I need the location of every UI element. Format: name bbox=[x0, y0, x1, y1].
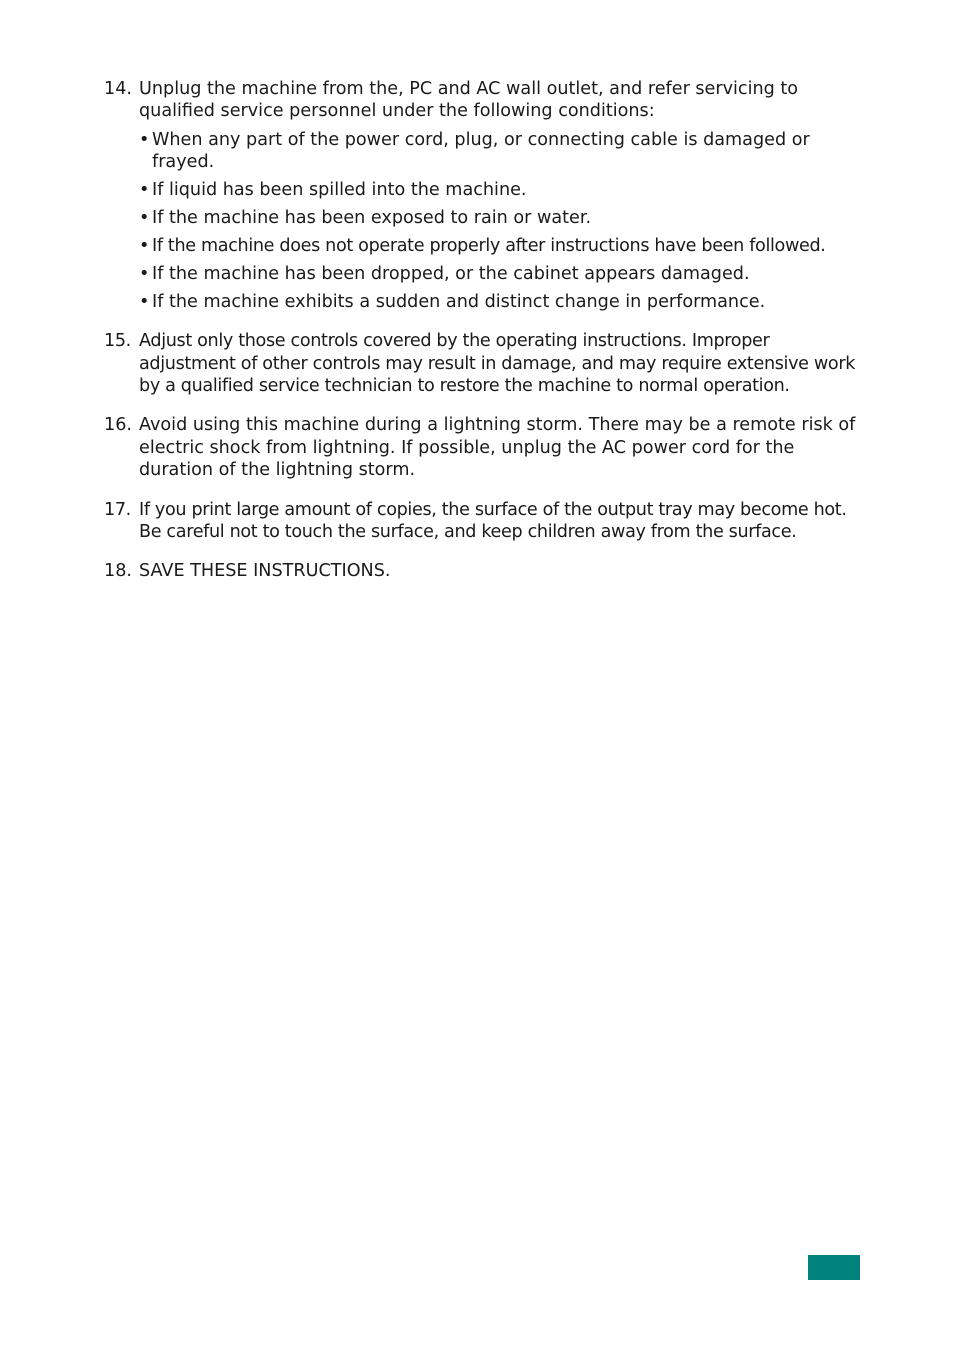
condition-item bbox=[139, 235, 856, 257]
item-number: 17. bbox=[104, 499, 131, 520]
bullet-icon: • bbox=[139, 263, 150, 284]
item-text: Unplug the machine from the, PC and AC wall outlet, and refer servicing to qualified service personnel under the following conditions: bbox=[139, 79, 799, 122]
instruction-item-17 bbox=[104, 499, 856, 544]
bullet-icon: • bbox=[139, 291, 150, 312]
instruction-item-15 bbox=[104, 330, 856, 397]
instruction-item-14 bbox=[104, 78, 856, 313]
instruction-item-16 bbox=[104, 414, 856, 481]
item-text: Adjust only those controls covered by the operating instructions. Improper adjustment of other controls may result in damage, and may require extensive work by a qualified service technician to restore the machine to normal operation. bbox=[139, 331, 856, 396]
condition-text: If the machine exhibits a sudden and distinct change in performance. bbox=[152, 291, 766, 312]
bullet-icon: • bbox=[139, 235, 150, 256]
item-number: 14. bbox=[104, 79, 132, 99]
bullet-icon: • bbox=[139, 208, 150, 229]
item-number: 15. bbox=[104, 331, 131, 352]
condition-item bbox=[139, 263, 856, 285]
page-number-tab bbox=[808, 1255, 860, 1280]
item-number: 16. bbox=[104, 415, 132, 436]
bullet-icon: • bbox=[139, 180, 150, 201]
condition-text: If the machine does not operate properly after instructions have been followed. bbox=[152, 235, 826, 256]
bullet-icon: • bbox=[139, 129, 150, 150]
item-text: If you print large amount of copies, the surface of the output tray may become hot. Be careful not to touch the surface, and keep children away from the surface. bbox=[139, 499, 847, 542]
condition-item bbox=[139, 291, 856, 313]
item-text: SAVE THESE INSTRUCTIONS. bbox=[139, 561, 391, 582]
instruction-item-18 bbox=[104, 560, 856, 582]
condition-text: If the machine has been dropped, or the cabinet appears damaged. bbox=[152, 263, 750, 284]
conditions-list bbox=[139, 129, 856, 313]
condition-item bbox=[139, 207, 856, 229]
item-number: 18. bbox=[104, 561, 132, 582]
condition-item bbox=[139, 179, 856, 201]
instructions-list bbox=[104, 78, 856, 600]
item-text: Avoid using this machine during a lightning storm. There may be a remote risk of electric shock from lightning. If possible, unplug the AC power cord for the duration of the lightning storm. bbox=[139, 415, 856, 481]
condition-text: If liquid has been spilled into the machine. bbox=[152, 180, 527, 201]
condition-text: When any part of the power cord, plug, or connecting cable is damaged or frayed. bbox=[152, 129, 810, 173]
condition-item bbox=[139, 129, 856, 174]
condition-text: If the machine has been exposed to rain or water. bbox=[152, 208, 592, 229]
